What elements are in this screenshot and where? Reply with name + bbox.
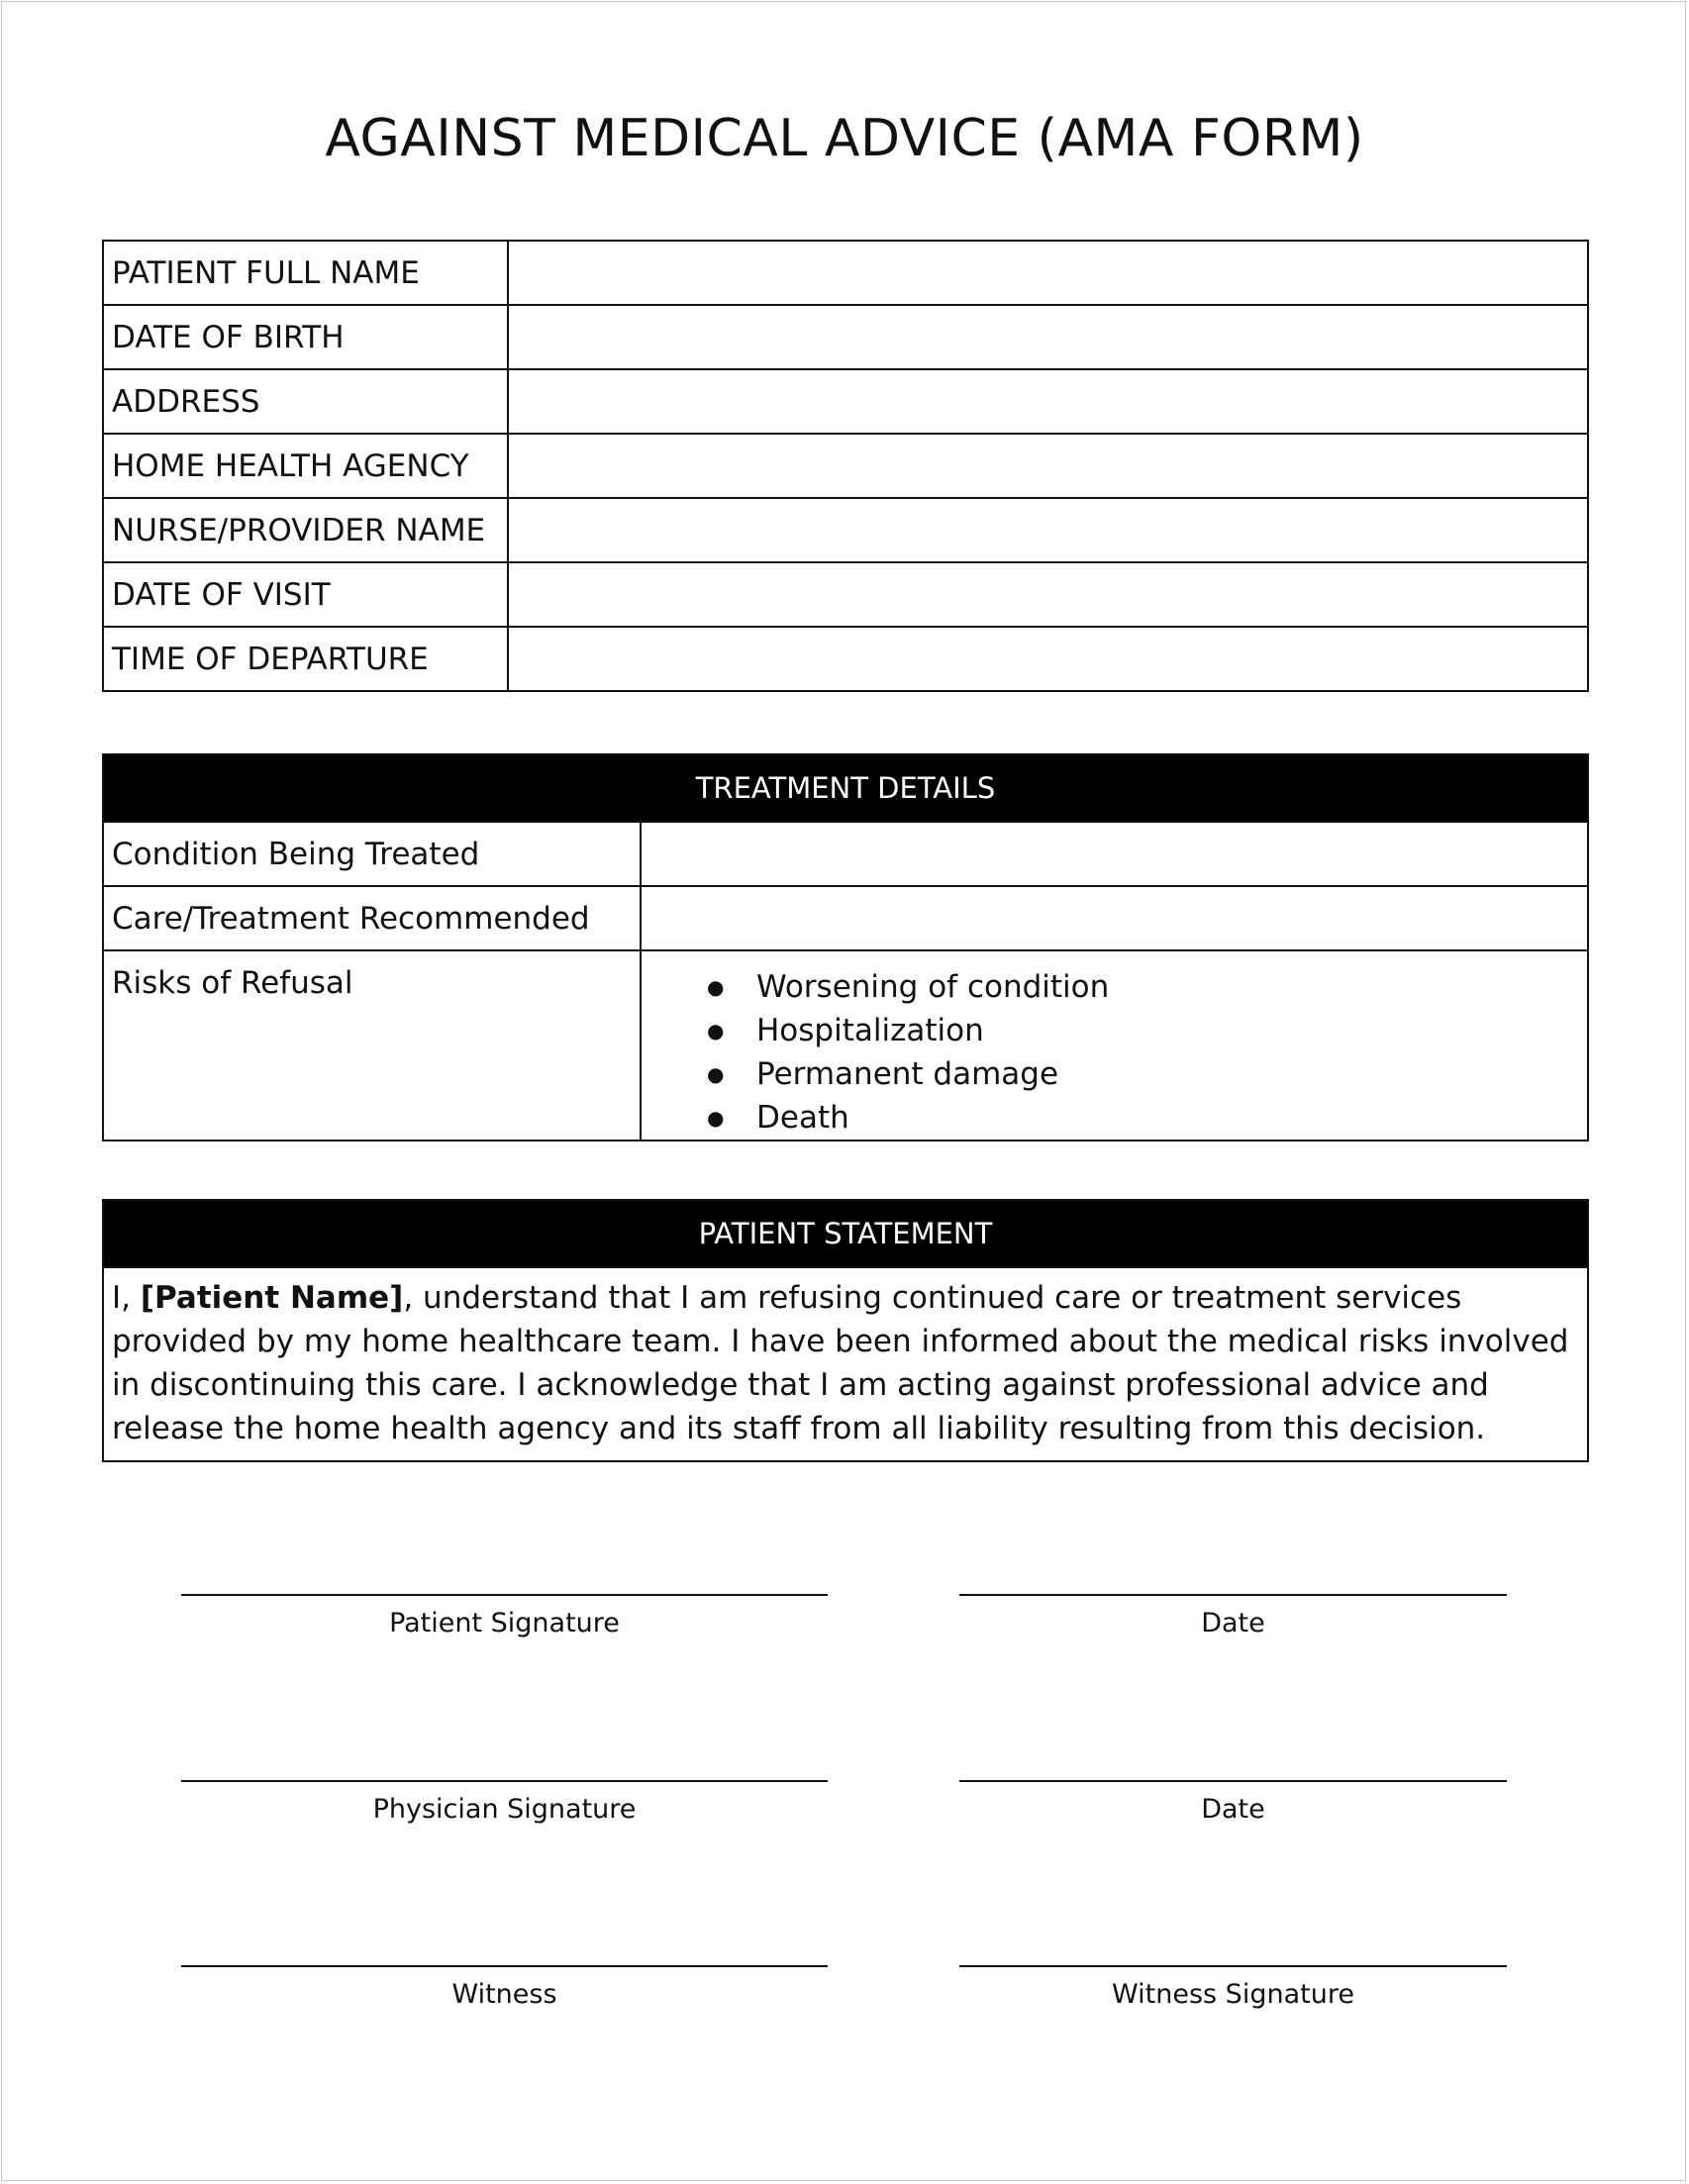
home-health-agency-field[interactable] [508,434,1588,498]
table-row [103,434,1588,498]
table-row [103,498,1588,562]
patient-info-table [102,240,1589,692]
patient-date-block[interactable] [959,1594,1507,1638]
physician-date-block[interactable] [959,1780,1507,1825]
statement-prefix: I, [112,1280,141,1316]
table-row [103,369,1588,434]
patient-name-placeholder[interactable]: [Patient Name] [140,1280,404,1316]
physician-date-label: Date [1201,1794,1265,1825]
statement-body: , understand that I am refusing continued care or treatment services provided by my home healthcare team. I have been informed about the medical risks involved in discontinuing this care. I acknowledge that I am acting against professional advice and release the home health agency and its staff from all liability resulting from this decision. [112,1280,1569,1446]
patient-date-line[interactable] [959,1594,1507,1596]
witness-block[interactable] [181,1965,828,2010]
table-row [103,562,1588,627]
physician-signature-label: Physician Signature [372,1794,637,1825]
patient-full-name-label: PATIENT FULL NAME [103,241,508,305]
time-of-departure-field[interactable] [508,627,1588,691]
condition-field[interactable] [641,822,1588,886]
time-of-departure-label: TIME OF DEPARTURE [103,627,508,691]
witness-signature-label: Witness Signature [1112,1979,1354,2010]
patient-statement-table [102,1199,1589,1462]
witness-label: Witness [451,1979,557,2010]
physician-signature-block[interactable] [181,1780,828,1825]
patient-statement-header: PATIENT STATEMENT [103,1200,1588,1267]
physician-signature-line[interactable] [181,1780,828,1782]
address-field[interactable] [508,369,1588,434]
address-label: ADDRESS [103,369,508,434]
condition-label: Condition Being Treated [103,822,641,886]
risks-list [649,965,1579,1140]
list-item: ● Worsening of condition [649,965,1579,1009]
witness-signature-block[interactable] [959,1965,1507,2010]
patient-signature-label: Patient Signature [389,1608,620,1638]
witness-line[interactable] [181,1965,828,1967]
patient-full-name-field[interactable] [508,241,1588,305]
patient-signature-line[interactable] [181,1594,828,1596]
table-row [103,822,1588,886]
physician-date-line[interactable] [959,1780,1507,1782]
list-item: ● Hospitalization [649,1009,1579,1052]
nurse-provider-name-field[interactable] [508,498,1588,562]
risks-of-refusal-label: Risks of Refusal [103,950,641,1141]
table-row [103,950,1588,1141]
form-title: AGAINST MEDICAL ADVICE (AMA FORM) [325,109,1364,168]
home-health-agency-label: HOME HEALTH AGENCY [103,434,508,498]
treatment-details-header: TREATMENT DETAILS [103,754,1588,822]
date-of-birth-label: DATE OF BIRTH [103,305,508,369]
patient-signature-block[interactable] [181,1594,828,1638]
table-row [103,627,1588,691]
treatment-details-table [102,753,1589,1142]
nurse-provider-name-label: NURSE/PROVIDER NAME [103,498,508,562]
date-of-visit-label: DATE OF VISIT [103,562,508,627]
list-item: ● Death [649,1096,1579,1140]
list-item: ● Permanent damage [649,1052,1579,1096]
care-recommended-label: Care/Treatment Recommended [103,886,641,950]
care-recommended-field[interactable] [641,886,1588,950]
patient-date-label: Date [1201,1608,1265,1638]
table-row [103,886,1588,950]
table-row [103,305,1588,369]
witness-signature-line[interactable] [959,1965,1507,1967]
table-row [103,241,1588,305]
risks-of-refusal-cell [641,950,1588,1141]
patient-statement-text [103,1267,1588,1461]
date-of-visit-field[interactable] [508,562,1588,627]
date-of-birth-field[interactable] [508,305,1588,369]
